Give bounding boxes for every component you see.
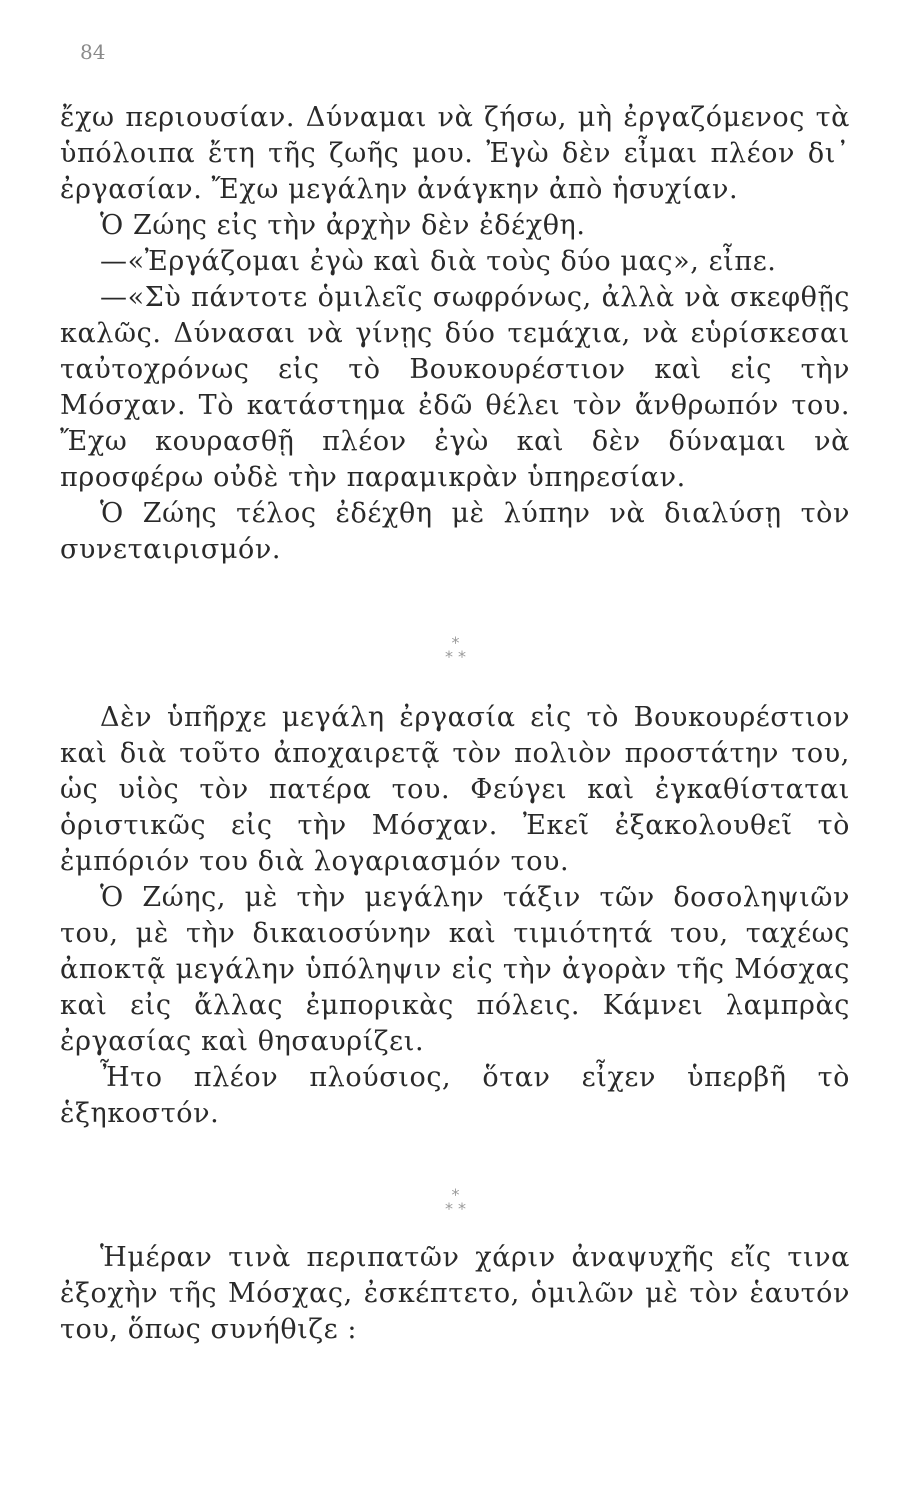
asterism-bottom: * * [444, 1199, 467, 1218]
paragraph: Δὲν ὑπῆρχε μεγάλη ἐργασία εἰς τὸ Βουκουρέστιον καὶ διὰ τοῦτο ἀποχαιρετᾷ τὸν πολιὸν προστάτην του, ὡς υἱὸς τὸν πατέρα του. Φεύγει καὶ ἐγκαθίσταται ὁριστικῶς εἰς τὴν Μόσχαν. Ἐκεῖ ἐξακολουθεῖ τὸ ἐμπόριόν του διὰ λογαριασμόν του. [60, 702, 850, 877]
text-section-1 [60, 100, 850, 568]
paragraph: Ἡμέραν τινὰ περιπατῶν χάριν ἀναψυχῆς εἴς τινα ἐξοχὴν τῆς Μόσχας, ἐσκέπτετο, ὁμιλῶν μὲ τὸν ἑαυτόν του, ὅπως συνήθιζε : [60, 1242, 850, 1345]
page-number: 84 [80, 40, 106, 64]
asterism-top: * [451, 633, 460, 652]
text-section-3 [60, 1240, 850, 1348]
paragraph: Ἦτο πλέον πλούσιος, ὅταν εἶχεν ὑπερβῆ τὸ ἑξηκοστόν. [60, 1062, 850, 1129]
section-separator [0, 1185, 911, 1218]
text-section-2 [60, 700, 850, 1132]
paragraph: Ὁ Ζώης εἰς τὴν ἀρχὴν δὲν ἐδέχθη. [100, 210, 586, 241]
paragraph: Ὁ Ζώης τέλος ἐδέχθη μὲ λύπην νὰ διαλύσῃ τὸν συνεταιρισμόν. [60, 498, 850, 565]
asterism-bottom: * * [444, 647, 467, 666]
paragraph: Ὁ Ζώης, μὲ τὴν μεγάλην τάξιν τῶν δοσοληψιῶν του, μὲ τὴν δικαιοσύνην καὶ τιμιότητά του, ταχέως ἀποκτᾷ μεγάλην ὑπόληψιν εἰς τὴν ἀγορὰν τῆς Μόσχας καὶ εἰς ἄλλας ἐμπορικὰς πόλεις. Κάμνει λαμπρὰς ἐργασίας καὶ θησαυρίζει. [60, 882, 850, 1057]
section-separator [0, 633, 911, 666]
paragraph: ἔχω περιουσίαν. Δύναμαι νὰ ζήσω, μὴ ἐργαζόμενος τὰ ὑπόλοιπα ἔτη τῆς ζωῆς μου. Ἐγὼ δὲν εἶμαι πλέον δι᾽ ἐργασίαν. Ἔχω μεγάλην ἀνάγκην ἀπὸ ἡσυχίαν. [60, 102, 850, 205]
dialogue-line: —«Ἐργάζομαι ἐγὼ καὶ διὰ τοὺς δύο μας», εἶπε. [100, 246, 777, 277]
dialogue-line: —«Σὺ πάντοτε ὁμιλεῖς σωφρόνως, ἀλλὰ νὰ σκεφθῇς καλῶς. Δύνασαι νὰ γίνῃς δύο τεμάχια, νὰ εὑρίσκεσαι ταὐτοχρόνως εἰς τὸ Βουκουρέστιον καὶ εἰς τὴν Μόσχαν. Τὸ κατάστημα ἐδῶ θέλει τὸν ἄνθρωπόν του. Ἔχω κουρασθῇ πλέον ἐγὼ καὶ δὲν δύναμαι νὰ προσφέρω οὐδὲ τὴν παραμικρὰν ὑπηρεσίαν. [60, 282, 850, 493]
asterism-top: * [451, 1185, 460, 1204]
